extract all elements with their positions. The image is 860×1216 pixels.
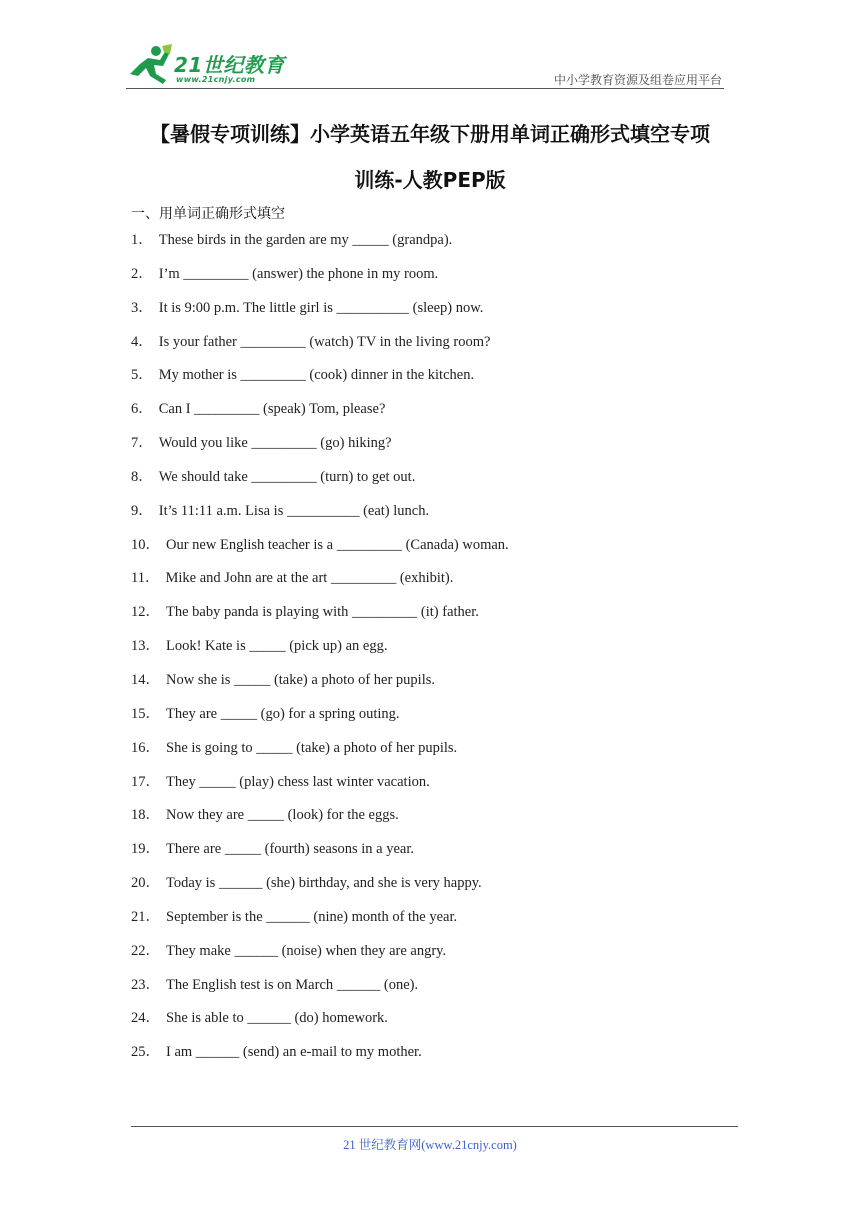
question-number: 8． (131, 468, 153, 485)
question-item (131, 568, 751, 602)
question-item (131, 1042, 751, 1076)
question-item (131, 772, 751, 806)
site-logo[interactable] (126, 42, 291, 88)
question-text: Our new English teacher is a _________ (Canada) woman. (166, 536, 509, 553)
question-number: 15． (131, 705, 160, 722)
question-number: 21． (131, 908, 160, 925)
question-text: I’m _________ (answer) the phone in my room. (158, 265, 439, 282)
question-text: Would you like _________ (go) hiking? (158, 435, 392, 452)
question-number: 4． (131, 333, 153, 350)
question-item (131, 1008, 751, 1042)
question-text: We should take _________ (turn) to get out. (158, 468, 416, 485)
question-text: The English test is on March ______ (one). (166, 976, 419, 993)
question-text: Look! Kate is _____ (pick up) an egg. (166, 638, 388, 655)
question-item (131, 264, 751, 298)
page-title-line-1: 【暑假专项训练】小学英语五年级下册用单词正确形式填空专项 (150, 122, 710, 146)
question-item (131, 501, 751, 535)
question-text: It is 9:00 p.m. The little girl is __________ (sleep) now. (158, 299, 484, 316)
question-item (131, 636, 751, 670)
question-number: 23． (131, 976, 160, 993)
question-text: Mike and John are at the art _________ (exhibit). (165, 570, 454, 587)
question-number: 3． (131, 299, 153, 316)
question-text: Now they are _____ (look) for the eggs. (166, 807, 399, 824)
question-text: My mother is _________ (cook) dinner in the kitchen. (158, 367, 475, 384)
question-text: She is able to ______ (do) homework. (166, 1010, 388, 1027)
question-text: These birds in the garden are my _____ (grandpa). (158, 232, 453, 248)
question-item (131, 839, 751, 873)
runner-logo-icon (126, 44, 174, 86)
question-number: 25． (131, 1044, 160, 1061)
question-item (131, 805, 751, 839)
question-number: 10． (131, 536, 160, 553)
question-text: There are _____ (fourth) seasons in a year. (166, 841, 415, 858)
question-item (131, 365, 751, 399)
question-number: 19． (131, 841, 160, 858)
question-number: 2． (131, 265, 153, 282)
question-item (131, 433, 751, 467)
question-item (131, 975, 751, 1009)
question-item (131, 467, 751, 501)
page-title-line-2: 训练-人教PEP版 (354, 168, 506, 192)
question-text: Is your father _________ (watch) TV in the living room? (158, 333, 491, 350)
question-text: September is the ______ (nine) month of the year. (166, 908, 458, 925)
question-item (131, 670, 751, 704)
question-item (131, 704, 751, 738)
question-text: She is going to _____ (take) a photo of her pupils. (166, 739, 458, 756)
question-text: It’s 11:11 a.m. Lisa is __________ (eat) lunch. (158, 502, 430, 519)
page-header (126, 42, 724, 89)
question-item (131, 399, 751, 433)
question-number: 14． (131, 671, 160, 688)
question-number: 12． (131, 604, 160, 621)
question-number: 9． (131, 502, 153, 519)
question-text: Today is ______ (she) birthday, and she is very happy. (166, 875, 482, 892)
question-number: 13． (131, 638, 160, 655)
question-text: I am ______ (send) an e-mail to my mother. (166, 1044, 422, 1061)
question-number: 18． (131, 807, 160, 824)
question-item (131, 941, 751, 975)
question-number: 20． (131, 875, 160, 892)
question-number: 7． (131, 435, 153, 452)
question-item (131, 535, 751, 569)
question-list (131, 230, 751, 1076)
footer-link[interactable]: 21 世纪教育网(www.21cnjy.com) (343, 1138, 517, 1152)
question-text: Now she is _____ (take) a photo of her pupils. (166, 671, 436, 688)
section-title: 一、用单词正确形式填空 (131, 206, 285, 222)
question-number: 1． (131, 232, 153, 248)
footer-divider (131, 1126, 738, 1127)
question-number: 17． (131, 773, 160, 790)
question-number: 24． (131, 1010, 160, 1027)
question-number: 6． (131, 401, 153, 418)
question-number: 16． (131, 739, 160, 756)
question-item (131, 298, 751, 332)
logo-text: 21世纪教育 (174, 53, 285, 77)
question-item (131, 332, 751, 366)
logo-url: www.21cnjy.com (176, 75, 256, 84)
question-text: The baby panda is playing with _________ (it) father. (166, 604, 479, 621)
question-item (131, 873, 751, 907)
question-item (131, 907, 751, 941)
question-number: 11． (131, 570, 160, 587)
question-text: They _____ (play) chess last winter vacation. (166, 773, 430, 790)
header-tagline: 中小学教育资源及组卷应用平台 (553, 73, 722, 87)
question-number: 22． (131, 942, 160, 959)
question-item (131, 230, 751, 264)
question-number: 5． (131, 367, 153, 384)
question-text: They make ______ (noise) when they are angry. (166, 942, 447, 959)
question-text: They are _____ (go) for a spring outing. (166, 705, 400, 722)
question-text: Can I _________ (speak) Tom, please? (158, 401, 386, 418)
question-item (131, 738, 751, 772)
question-item (131, 602, 751, 636)
